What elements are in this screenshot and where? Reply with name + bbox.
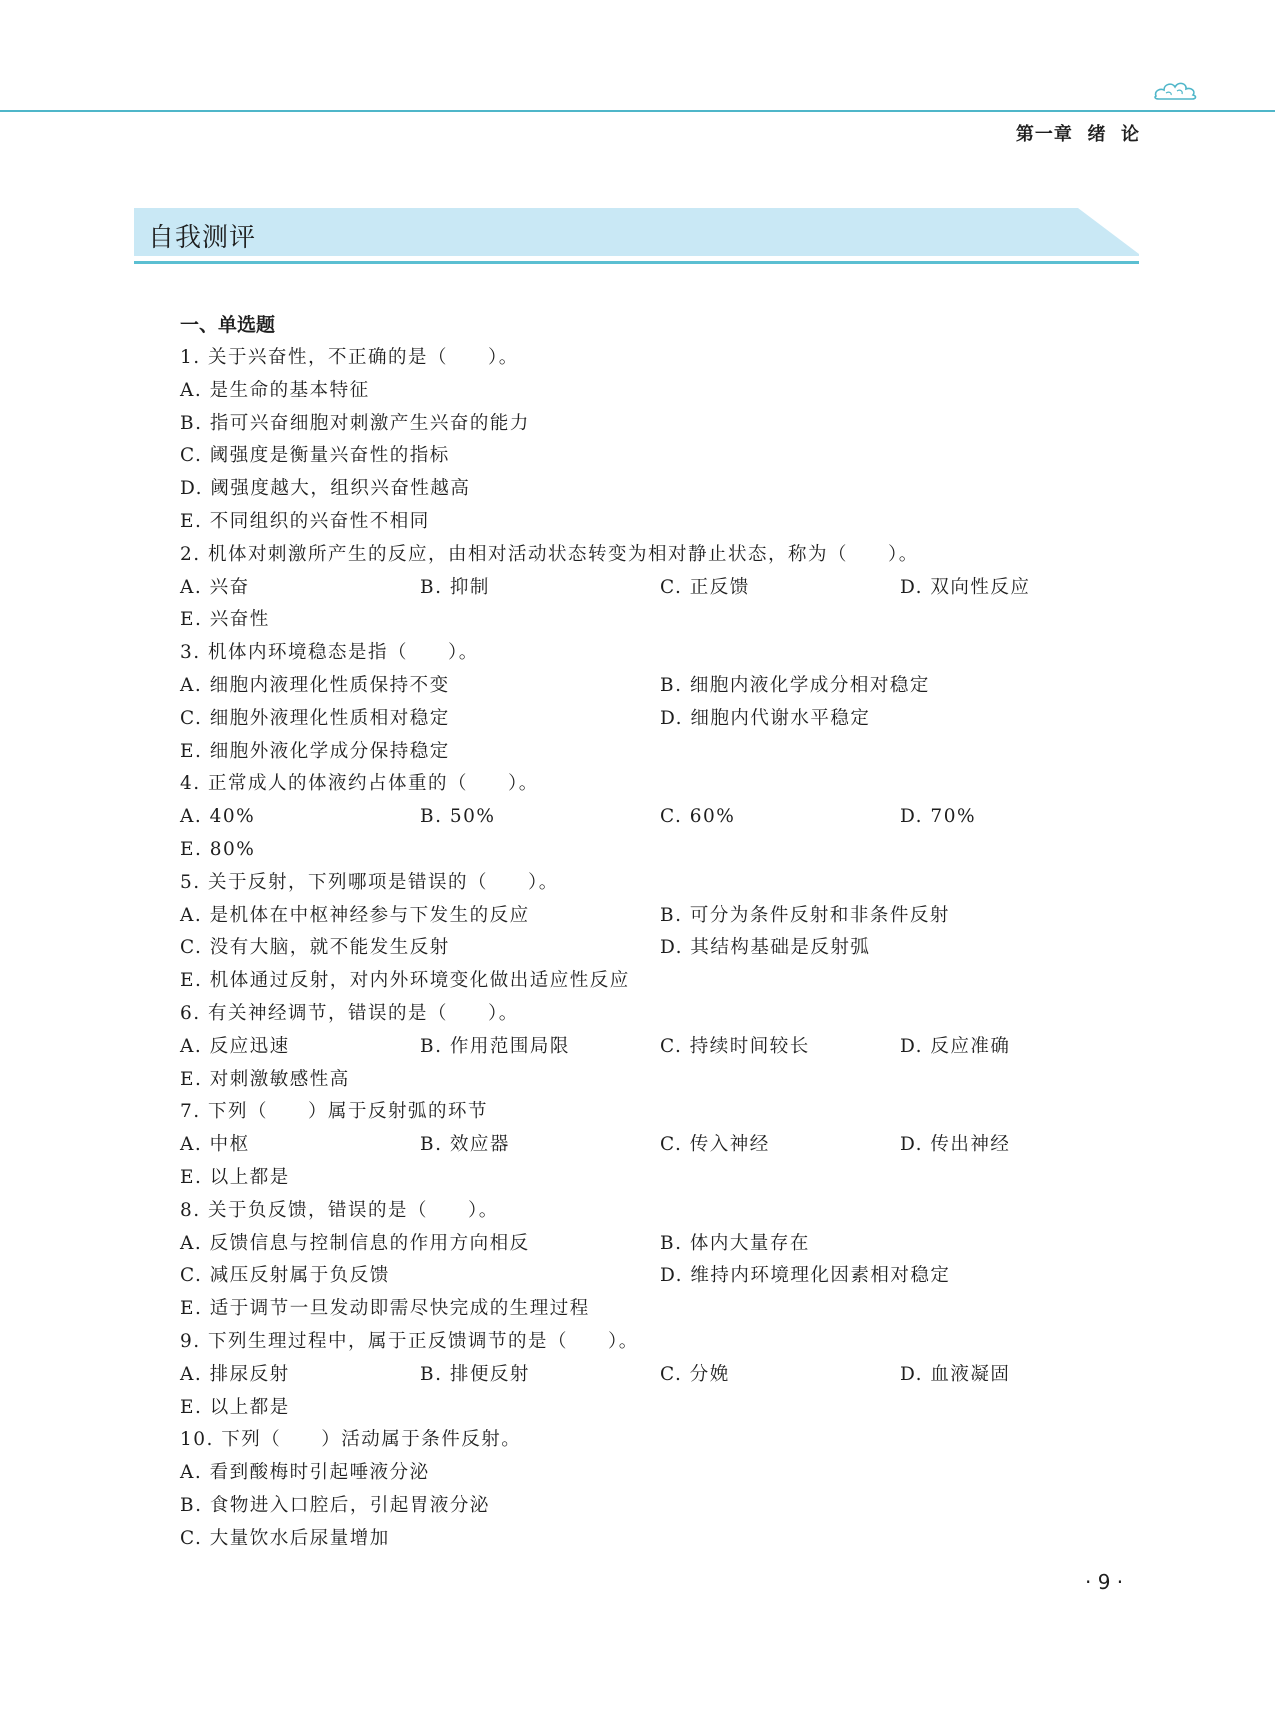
option: B. 排便反射 [420,1363,530,1385]
option: C. 分娩 [660,1363,730,1385]
option-row [180,932,1080,965]
option: C. 持续时间较长 [660,1035,810,1057]
option: A. 看到酸梅时引起唾液分泌 [180,1462,430,1484]
question-stem: 2. 机体对刺激所产生的反应，由相对活动状态转变为相对静止状态，称为（ ）。 [180,543,919,565]
option: D. 细胞内代谢水平稳定 [660,707,871,729]
option: B. 细胞内液化学成分相对稳定 [660,674,930,696]
banner-title: 自我测评 [148,223,257,253]
option-row [180,900,1080,933]
option-row [180,801,1080,834]
option: A. 兴奋 [180,576,250,598]
option: D. 双向性反应 [900,576,1031,598]
option: A. 中枢 [180,1134,250,1156]
option: C. 细胞外液理化性质相对稳定 [180,707,450,729]
option-row [180,572,1080,605]
option: C. 正反馈 [660,576,750,598]
option: E. 80% [180,838,256,860]
option: A. 反馈信息与控制信息的作用方向相反 [180,1232,530,1254]
question-stem: 7. 下列（ ）属于反射弧的环节 [180,1101,489,1123]
option-row [180,1129,1080,1162]
option: B. 50% [420,806,496,828]
option: E. 对刺激敏感性高 [180,1068,350,1090]
option: B. 效应器 [420,1134,510,1156]
option: A. 40% [180,806,256,828]
option: C. 减压反射属于负反馈 [180,1265,390,1287]
option: A. 是生命的基本特征 [180,379,370,401]
option-row [180,703,1080,736]
option: E. 不同组织的兴奋性不相同 [180,510,430,532]
option: B. 指可兴奋细胞对刺激产生兴奋的能力 [180,412,530,434]
option: C. 阈强度是衡量兴奋性的指标 [180,445,450,467]
chapter-header: 第一章 绪 论 [1015,124,1140,145]
option: B. 体内大量存在 [660,1232,810,1254]
option: E. 细胞外液化学成分保持稳定 [180,740,450,762]
option: D. 其结构基础是反射弧 [660,937,871,959]
option: C. 60% [660,806,736,828]
header-rule [0,110,1275,112]
cloud-ornament-icon [1152,79,1200,105]
question-stem: 8. 关于负反馈，错误的是（ ）。 [180,1199,499,1221]
option: E. 兴奋性 [180,609,270,631]
option-row [180,1031,1080,1064]
question-stem: 3. 机体内环境稳态是指（ ）。 [180,642,479,664]
option-row [180,670,1080,703]
option: A. 是机体在中枢神经参与下发生的反应 [180,904,530,926]
option: E. 机体通过反射，对内外环境变化做出适应性反应 [180,970,630,992]
section-banner [134,208,1139,256]
question-stem: 6. 有关神经调节，错误的是（ ）。 [180,1002,519,1024]
option: D. 传出神经 [900,1134,1011,1156]
option: D. 血液凝固 [900,1363,1011,1385]
question-stem: 10. 下列（ ）活动属于条件反射。 [180,1429,522,1451]
question-stem: 9. 下列生理过程中，属于正反馈调节的是（ ）。 [180,1330,639,1352]
option: E. 以上都是 [180,1396,290,1418]
option: A. 细胞内液理化性质保持不变 [180,674,450,696]
option: E. 适于调节一旦发动即需尽快完成的生理过程 [180,1298,590,1320]
section-title: 一、单选题 [180,314,276,336]
option: C. 大量饮水后尿量增加 [180,1527,390,1549]
question-stem: 5. 关于反射，下列哪项是错误的（ ）。 [180,871,559,893]
question-stem: 1. 关于兴奋性，不正确的是（ ）。 [180,347,519,368]
question-list [180,308,1080,1555]
option-row [180,1228,1080,1261]
option: D. 阈强度越大，组织兴奋性越高 [180,478,471,500]
option: C. 没有大脑，就不能发生反射 [180,937,450,959]
option: E. 以上都是 [180,1166,290,1188]
option: B. 作用范围局限 [420,1035,570,1057]
option-row [180,1359,1080,1392]
option: D. 反应准确 [900,1035,1011,1057]
option: A. 排尿反射 [180,1363,290,1385]
option: C. 传入神经 [660,1134,770,1156]
option: D. 维持内环境理化因素相对稳定 [660,1265,951,1287]
banner-rule [134,261,1139,264]
option: D. 70% [900,806,977,828]
question-stem: 4. 正常成人的体液约占体重的（ ）。 [180,773,539,795]
option: B. 食物进入口腔后，引起胃液分泌 [180,1494,490,1516]
option: B. 抑制 [420,576,490,598]
option: A. 反应迅速 [180,1035,290,1057]
option-row [180,1260,1080,1293]
page-number: · 9 · [1085,1570,1124,1594]
option: B. 可分为条件反射和非条件反射 [660,904,950,926]
